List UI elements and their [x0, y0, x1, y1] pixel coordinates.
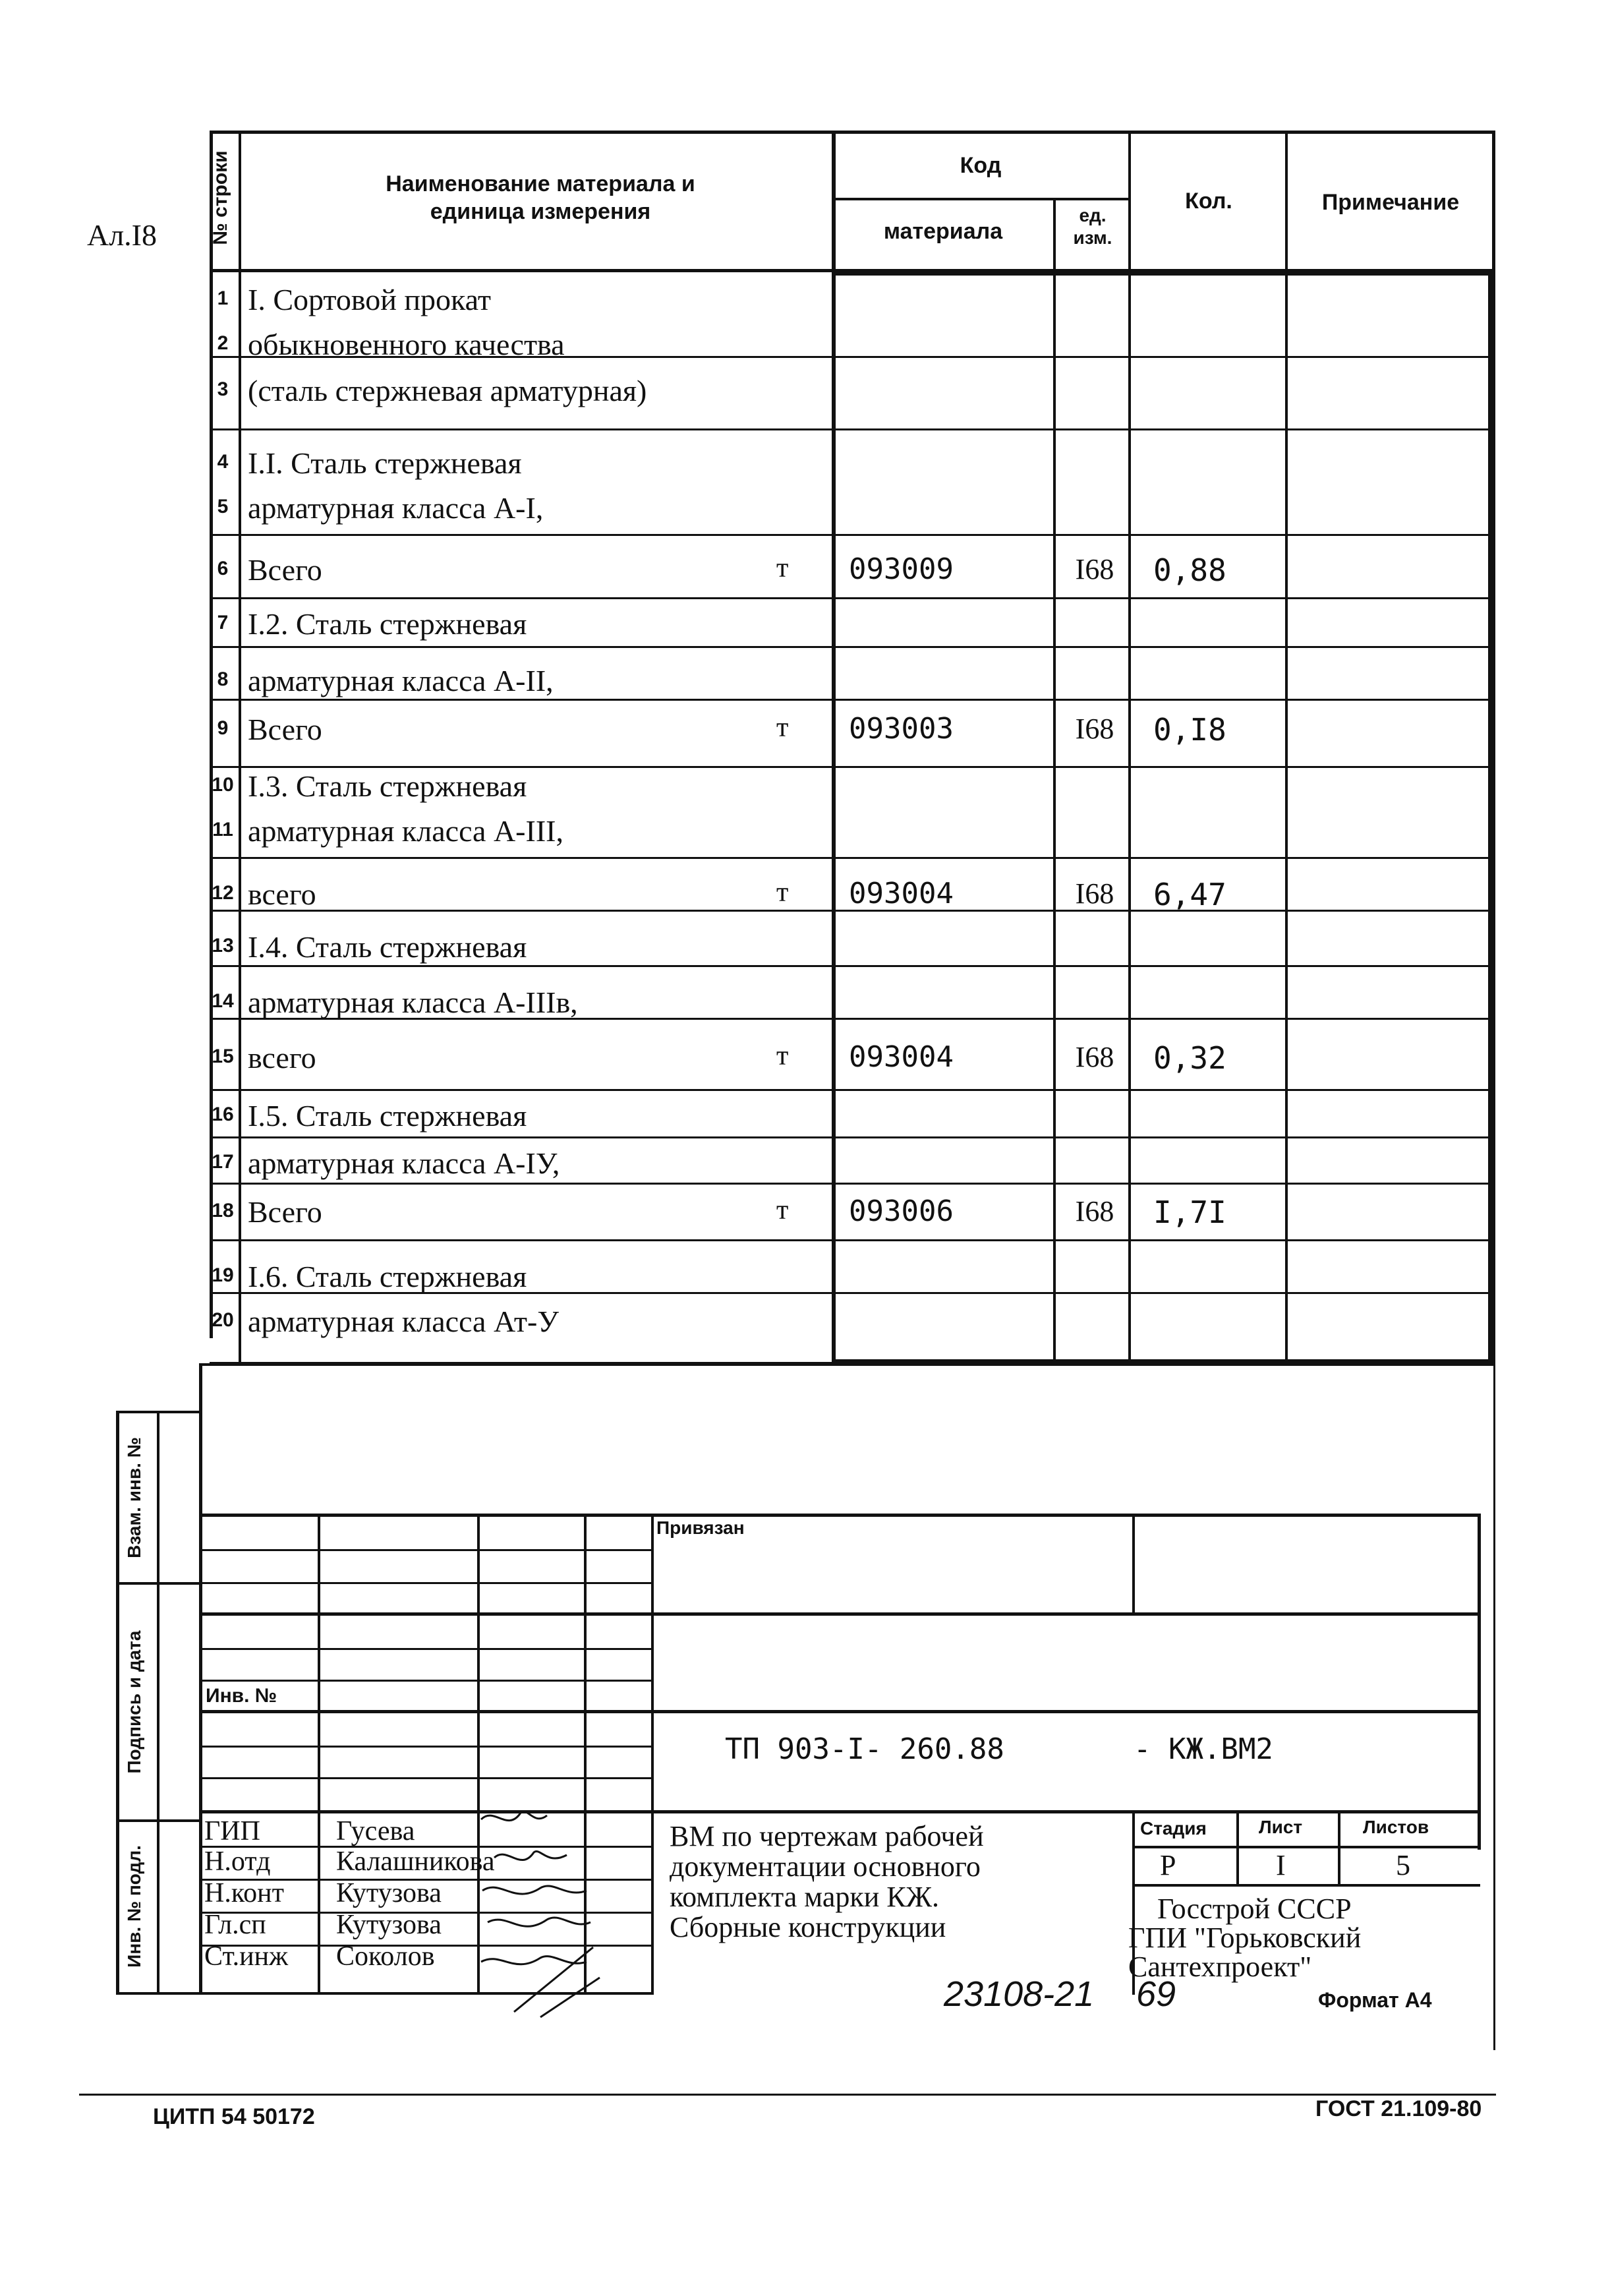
table-row	[210, 282, 1493, 322]
format-label: Формат А4	[1318, 1988, 1432, 2012]
row-number: 12	[212, 882, 234, 904]
role-name: Гусева	[336, 1816, 415, 1846]
doc-mark: - КЖ.ВМ2	[1134, 1732, 1273, 1766]
tb-line-2	[199, 1612, 1480, 1616]
privyazan-label: Привязан	[656, 1517, 745, 1538]
row-number: 11	[212, 819, 233, 840]
row-code: 093009	[849, 552, 954, 586]
table-row	[210, 877, 1493, 916]
row-number: 1	[217, 287, 229, 309]
row-name: Всего	[248, 713, 322, 746]
row-name: I.2. Сталь стержневая	[248, 607, 527, 641]
tb-line-1	[199, 1514, 1480, 1517]
row-unit: т	[776, 713, 789, 743]
role-label: Гл.сп	[204, 1910, 266, 1940]
sheet-label: Ал.I8	[87, 218, 157, 252]
row-divider	[210, 1239, 1495, 1241]
description-line: документации основного	[670, 1850, 981, 1883]
sheet-label: Лист	[1259, 1817, 1303, 1837]
row-code: 093004	[849, 877, 954, 910]
header-row-no: № строки	[210, 150, 231, 245]
row-number: 19	[212, 1264, 234, 1286]
row-code: 093004	[849, 1040, 954, 1074]
row-number: 5	[217, 496, 229, 517]
tb-col-a	[318, 1514, 320, 1995]
row-unit: т	[776, 1041, 789, 1071]
row-name: Всего	[248, 1195, 322, 1229]
row-number: 4	[217, 451, 229, 473]
row-number: 16	[212, 1104, 234, 1125]
table-row	[210, 490, 1493, 530]
row-code: 093003	[849, 712, 954, 746]
role-name: Соколов	[336, 1941, 435, 1972]
table-row	[210, 929, 1493, 969]
role-label: Н.конт	[204, 1878, 284, 1908]
row-name: арматурная класса А-II,	[248, 664, 554, 697]
row-name: (сталь стержневая арматурная)	[248, 374, 647, 407]
data-frame-top	[832, 272, 1493, 276]
row-name: арматурная класса А-I,	[248, 491, 544, 525]
role-label: ГИП	[204, 1816, 260, 1846]
stage-col2	[1338, 1810, 1340, 1887]
row-name: I. Сортовой прокат	[248, 283, 492, 316]
row-number: 13	[212, 935, 234, 957]
page-number: 69	[1136, 1974, 1176, 2014]
footer-left: ЦИТП 54 50172	[153, 2104, 315, 2129]
inventory-number: 23108-21	[944, 1974, 1095, 2014]
footer-right: ГОСТ 21.109-80	[1315, 2096, 1482, 2121]
stamp-div1	[116, 1582, 200, 1585]
table-row	[210, 1098, 1493, 1138]
row-name: всего	[248, 877, 316, 911]
row-qty: 0,32	[1153, 1040, 1226, 1076]
stage-top	[1132, 1810, 1480, 1812]
tb-sub-1	[199, 1549, 652, 1551]
header-material: материала	[883, 219, 1003, 244]
stamp-div2	[116, 1819, 200, 1822]
row-name: Всего	[248, 553, 322, 587]
stamp-left	[116, 1411, 119, 1995]
tb-sub-4	[199, 1680, 652, 1682]
row-number: 2	[217, 332, 229, 354]
table-row	[210, 769, 1493, 808]
row-ed: I68	[1075, 713, 1114, 745]
row-number: 8	[217, 668, 229, 690]
row-divider	[210, 766, 1495, 768]
row-qty: 0,88	[1153, 552, 1226, 588]
role-name: Кутузова	[336, 1910, 442, 1940]
row-unit: т	[776, 1195, 789, 1225]
row-name: I.5. Сталь стержневая	[248, 1099, 527, 1133]
header-name: Наименование материала и единица измерения	[386, 171, 695, 224]
row-name: арматурная класса А-III,	[248, 814, 563, 848]
row-name: I.3. Сталь стержневая	[248, 769, 527, 803]
tb-priv-right	[1132, 1514, 1135, 1615]
row-code: 093006	[849, 1194, 954, 1228]
row-number: 7	[217, 612, 229, 633]
table-row	[210, 552, 1493, 592]
row-name: I.6. Сталь стержневая	[248, 1260, 527, 1293]
row-qty: 0,I8	[1153, 712, 1226, 748]
stamp-inner	[157, 1411, 159, 1995]
stamp-inv-podl: Инв. № подл.	[124, 1845, 144, 1968]
row-number: 3	[217, 378, 229, 400]
row-ed: I68	[1075, 553, 1114, 585]
row-ed: I68	[1075, 1041, 1114, 1073]
row-number: 20	[212, 1309, 234, 1331]
role-name: Калашникова	[336, 1846, 495, 1877]
table-row	[210, 1259, 1493, 1299]
row-number: 15	[212, 1045, 234, 1067]
table-row	[210, 1194, 1493, 1234]
row-name: I.I. Сталь стержневая	[248, 446, 522, 480]
tb-sub-3	[199, 1648, 652, 1650]
header-qty: Кол.	[1185, 189, 1232, 214]
table-row	[210, 813, 1493, 853]
description-line: комплекта марки КЖ.	[670, 1881, 940, 1913]
role-name: Кутузова	[336, 1878, 442, 1908]
sheets-label: Листов	[1363, 1817, 1429, 1837]
table-row	[210, 1146, 1493, 1185]
row-number: 10	[212, 774, 234, 796]
row-number: 14	[212, 990, 234, 1012]
row-qty: I,7I	[1153, 1194, 1226, 1230]
sheet-value: I	[1276, 1849, 1286, 1881]
row-divider	[210, 857, 1495, 859]
tb-top	[199, 1363, 1495, 1366]
inv-no-label: Инв. №	[206, 1685, 277, 1707]
tb-line-3	[199, 1710, 1480, 1713]
row-name: арматурная класса А-IIIв,	[248, 986, 578, 1019]
row-divider	[210, 428, 1495, 430]
description-line: ВМ по чертежам рабочей	[670, 1820, 984, 1852]
row-divider	[210, 1089, 1495, 1091]
row-divider	[210, 597, 1495, 599]
row-name: I.4. Сталь стержневая	[248, 930, 527, 964]
row-number: 18	[212, 1200, 234, 1222]
header-note: Примечание	[1321, 190, 1460, 215]
sheets-value: 5	[1396, 1849, 1410, 1881]
stage-label: Стадия	[1140, 1818, 1207, 1839]
stamp-bottom	[116, 1992, 200, 1995]
row-number: 9	[217, 717, 229, 739]
table-row	[210, 327, 1493, 367]
table-row	[210, 1040, 1493, 1080]
row-unit: т	[776, 553, 789, 583]
stamp-top	[116, 1411, 200, 1413]
row-name: арматурная класса Ат-У	[248, 1305, 559, 1338]
header-unit-ed: ед. изм.	[1073, 205, 1112, 248]
stamp-podpis: Подпись и дата	[124, 1630, 144, 1774]
tb-sub-6	[199, 1777, 652, 1779]
table-row	[210, 985, 1493, 1024]
row-number: 6	[217, 558, 229, 579]
row-name: обыкновенного качества	[248, 328, 565, 361]
org-line: Сантехпроект"	[1128, 1951, 1312, 1983]
tb-right	[1478, 1514, 1481, 1850]
org-line: Госстрой СССР	[1157, 1893, 1352, 1925]
row-qty: 6,47	[1153, 877, 1226, 912]
org-line: ГПИ "Горьковский	[1128, 1922, 1362, 1954]
stage-bottom	[1132, 1884, 1480, 1887]
row-number: 17	[212, 1151, 234, 1173]
footer-rule	[79, 2094, 1496, 2096]
stamp-vzam: Взам. инв. №	[124, 1437, 144, 1558]
description-line: Сборные конструкции	[670, 1911, 946, 1943]
table-row	[210, 663, 1493, 703]
tb-sub-2	[199, 1582, 652, 1584]
stage-value: Р	[1160, 1849, 1176, 1881]
table-row	[210, 712, 1493, 751]
row-name: всего	[248, 1041, 316, 1074]
handwritten-signatures	[475, 1806, 659, 2030]
frame-right-lower	[1493, 1338, 1495, 2050]
row-name: арматурная класса А-IУ,	[248, 1146, 560, 1180]
doc-code: ТП 903-I- 260.88	[725, 1732, 1004, 1766]
header-code: Код	[960, 153, 1002, 178]
row-divider	[210, 646, 1495, 648]
table-row	[210, 446, 1493, 485]
table-row	[210, 606, 1493, 646]
role-label: Ст.инж	[204, 1941, 289, 1972]
tb-sub-5	[199, 1746, 652, 1748]
row-divider	[210, 534, 1495, 536]
table-row	[210, 373, 1493, 413]
row-unit: т	[776, 877, 789, 908]
row-ed: I68	[1075, 877, 1114, 910]
frame-top	[210, 131, 1495, 134]
code-subline	[832, 198, 1130, 200]
row-ed: I68	[1075, 1195, 1114, 1227]
role-label: Н.отд	[204, 1846, 271, 1877]
stage-col1	[1236, 1810, 1239, 1887]
stage-mid	[1132, 1846, 1480, 1848]
table-row	[210, 1304, 1493, 1343]
